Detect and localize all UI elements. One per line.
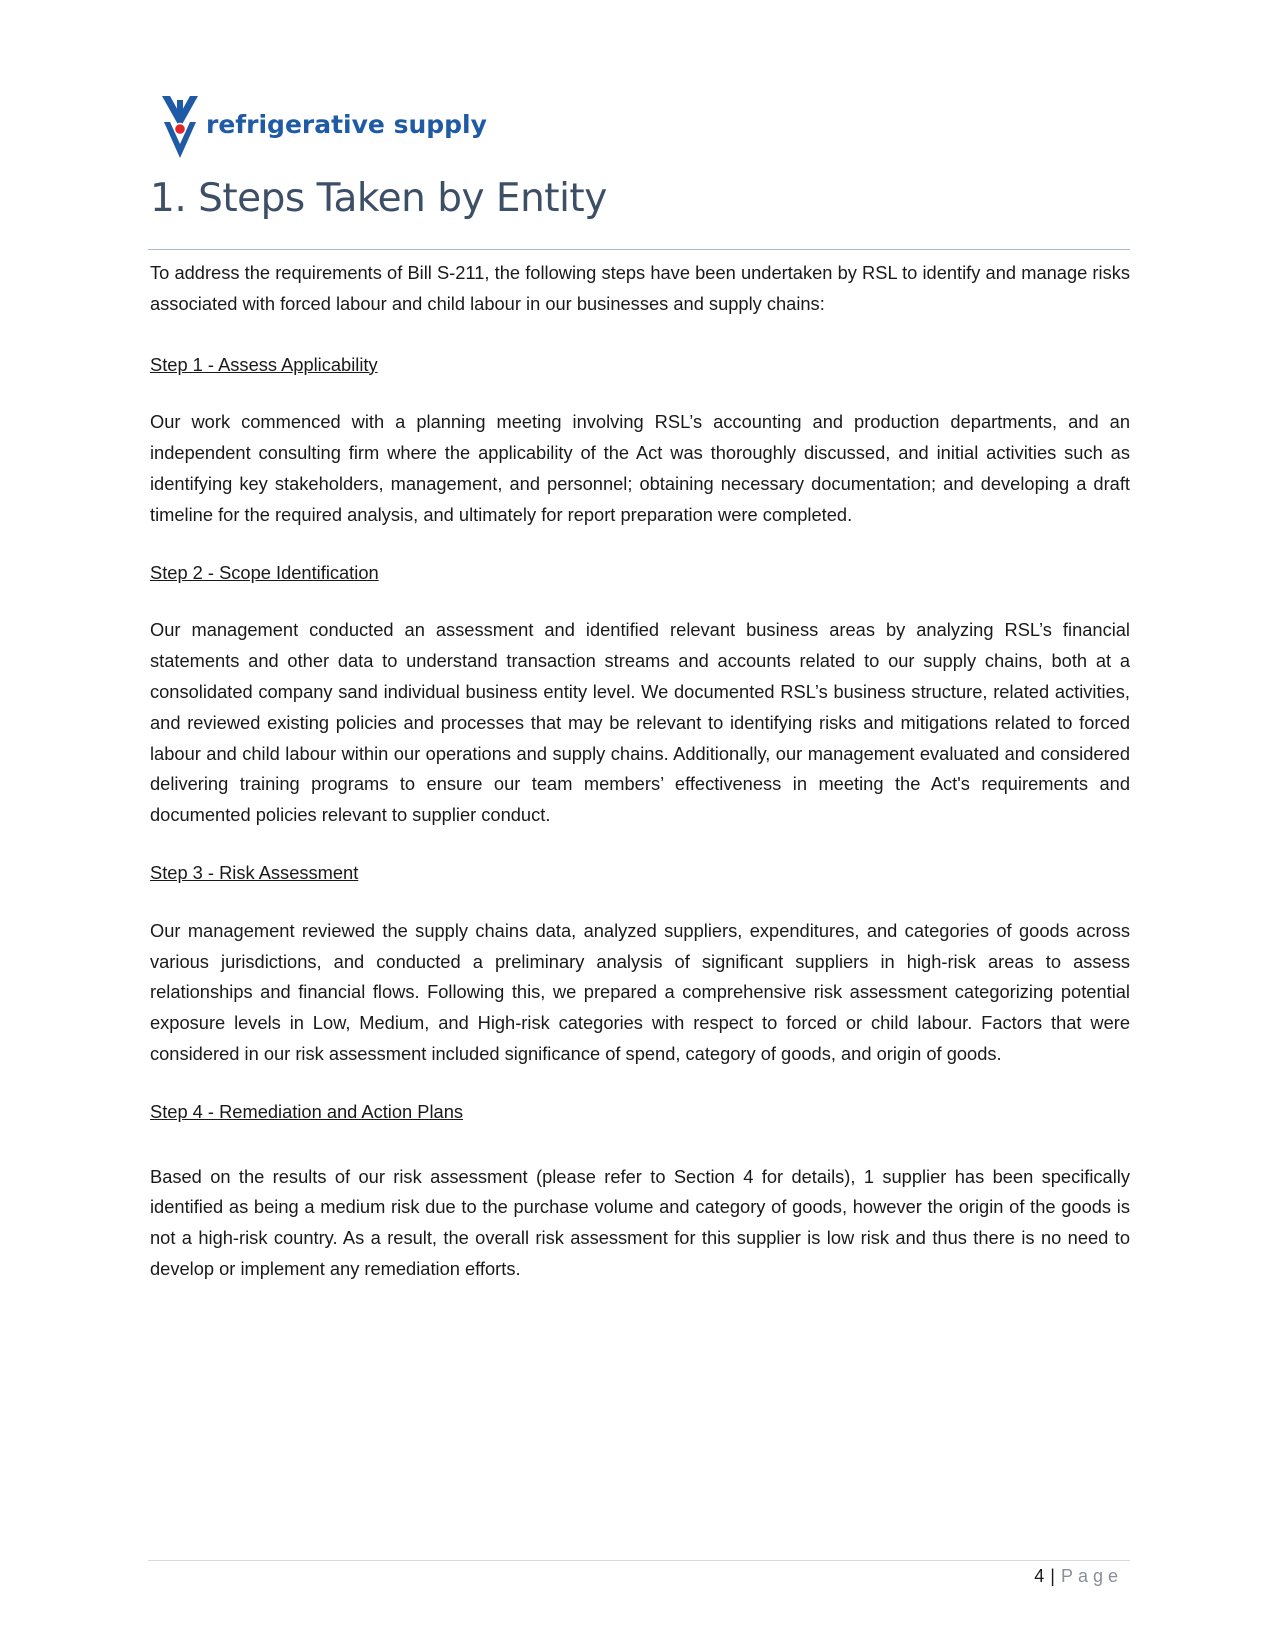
step-1-title: Step 1 - Assess Applicability [150,353,378,375]
heading-divider [148,249,1130,250]
step-4-title: Step 4 - Remediation and Action Plans [150,1100,464,1122]
company-logo [160,92,487,162]
page-label: Page [1060,1566,1123,1586]
refrigerative-supply-emblem-icon [160,92,200,162]
section-heading: 1. Steps Taken by Entity [150,176,607,221]
step-3-title: Step 3 - Risk Assessment [150,861,359,883]
footer-separator: | [1050,1566,1055,1586]
step-1-body: Our work commenced with a planning meeting involving RSL’s accounting and production departments, and an independent consulting firm where the applicability of the Act was thoroughly discussed, and initial activities such as identifying key stakeholders, management, and personnel; obtaining necessary documentation; and developing a draft timeline for the required analysis, and ultimately for report preparation were completed. [150,411,1130,525]
intro-paragraph: To address the requirements of Bill S-211, the following steps have been undertaken by RSL to identify and manage risks associated with forced labour and child labour in our businesses and supply chains: [150,262,1130,314]
section-content [150,258,1130,1285]
step-2-body: Our management conducted an assessment and identified relevant business areas by analyzing RSL’s financial statements and other data to understand transaction streams and accounts related to our supply chains, both at a consolidated company sand individual business entity level. We documented RSL’s business structure, related activities, and reviewed existing policies and processes that may be relevant to identifying risks and mitigations related to forced labour and child labour within our operations and supply chains. Additionally, our management evaluated and considered delivering training programs to ensure our team members’ effectiveness in meeting the Act's requirements and documented policies relevant to supplier conduct. [150,619,1130,826]
step-4-body: Based on the results of our risk assessment (please refer to Section 4 for details), 1 supplier has been specifically identified as being a medium risk due to the purchase volume and category of goods, however the origin of the goods is not a high-risk country. As a result, the overall risk assessment for this supplier is low risk and thus there is no need to develop or implement any remediation efforts. [150,1165,1130,1279]
page-footer [1034,1566,1123,1587]
step-3-body: Our management reviewed the supply chains data, analyzed suppliers, expenditures, and categories of goods across various jurisdictions, and conducted a preliminary analysis of significant suppliers in high-risk areas to assess relationships and financial flows. Following this, we prepared a comprehensive risk assessment categorizing potential exposure levels in Low, Medium, and High-risk categories with respect to forced or child labour. Factors that were considered in our risk assessment included significance of spend, category of goods, and origin of goods. [150,919,1130,1064]
step-2-title: Step 2 - Scope Identification [150,561,379,583]
logo-wordmark: refrigerative supply [206,109,487,139]
footer-divider [148,1560,1130,1561]
page-number: 4 [1034,1566,1045,1586]
